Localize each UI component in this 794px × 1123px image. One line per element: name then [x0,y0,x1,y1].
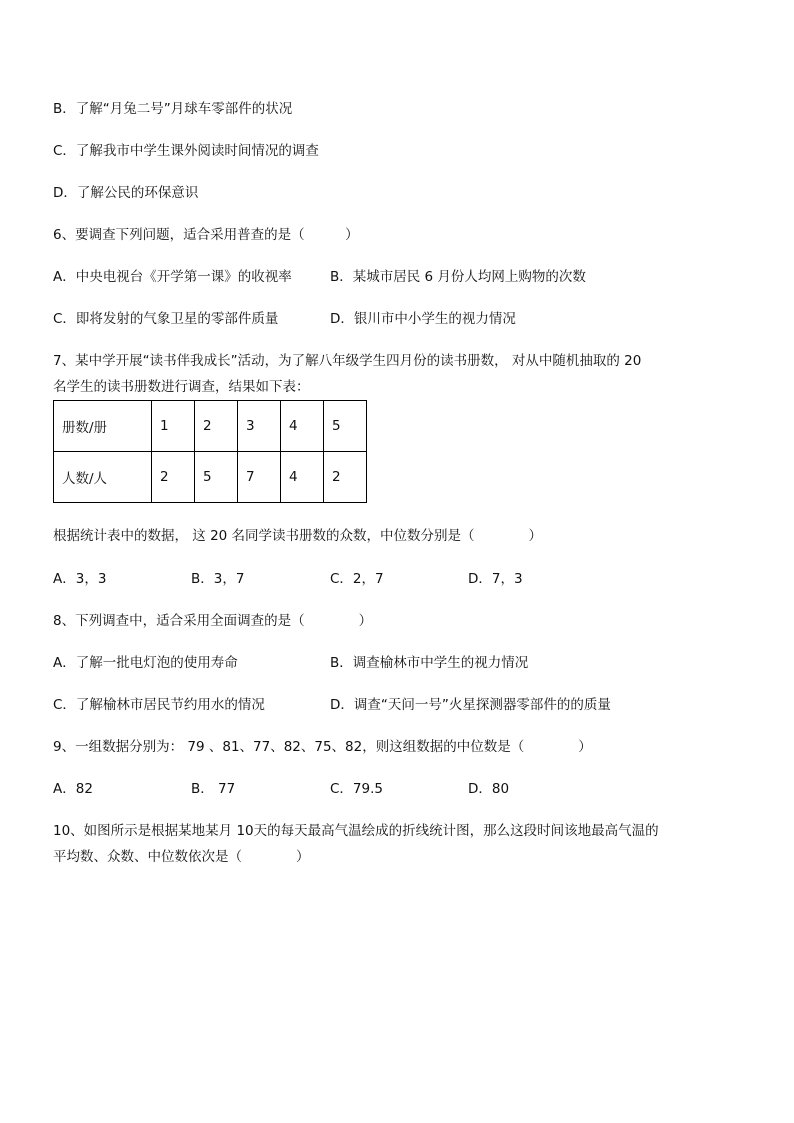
table-cell: 2 [324,452,367,503]
q6-option-b: B．某城市居民 6 月份人均网上购物的次数 [330,269,586,285]
table-row-header: 人数/人 [54,452,152,503]
q7-data-table [53,400,367,503]
table-cell: 3 [238,401,281,452]
q6-option-d: D．银川市中小学生的视力情况 [330,311,516,327]
q9-option-b: B． 77 [191,781,236,797]
q10-stem-line2: 平均数、众数、中位数依次是（ ） [53,849,310,865]
q8-option-d: D．调查“天问一号”火星探测器零部件的的质量 [330,697,611,713]
q7-question: 根据统计表中的数据， 这 20 名同学读书册数的众数，中位数分别是（ ） [53,528,543,544]
q7-stem-line2: 名学生的读书册数进行调查，结果如下表： [53,379,310,395]
table-cell: 4 [281,452,324,503]
table-row [54,401,367,452]
q7-option-b: B．3，7 [191,571,245,587]
q9-stem: 9、一组数据分别为： 79 、81、77、82、75、82，则这组数据的中位数是（ ） [53,739,592,755]
q8-option-c: C．了解榆林市居民节约用水的情况 [53,697,265,713]
table-cell: 4 [281,401,324,452]
q6-option-c: C．即将发射的气象卫星的零部件质量 [53,311,279,327]
table-cell: 2 [195,401,238,452]
q9-option-c: C．79.5 [330,781,383,797]
q10-stem-line1: 10、如图所示是根据某地某月 10天的每天最高气温绘成的折线统计图，那么这段时间该地最高气温的 [53,823,659,839]
q5-option-b: B．了解“月兔二号”月球车零部件的状况 [53,101,293,117]
q5-option-d: D．了解公民的环保意识 [53,185,199,201]
q6-option-a: A．中央电视台《开学第一课》的收视率 [53,269,292,285]
table-cell: 2 [152,452,195,503]
table-cell: 7 [238,452,281,503]
q8-option-b: B．调查榆林市中学生的视力情况 [330,655,529,671]
q8-stem: 8、下列调查中，适合采用全面调查的是（ ） [53,613,373,629]
q7-option-d: D．7，3 [468,571,523,587]
q7-stem-line1: 7、某中学开展“读书伴我成长”活动，为了解八年级学生四月份的读书册数， 对从中随机抽取的 20 [53,353,642,369]
q6-stem: 6、要调查下列问题，适合采用普查的是（ ） [53,227,359,243]
q7-option-a: A．3，3 [53,571,107,587]
table-cell: 5 [324,401,367,452]
q5-option-c: C．了解我市中学生课外阅读时间情况的调查 [53,143,319,159]
table-cell: 1 [152,401,195,452]
q9-option-d: D．80 [468,781,510,797]
q9-option-a: A．82 [53,781,93,797]
table-row [54,452,367,503]
table-row-header: 册数/册 [54,401,152,452]
table-cell: 5 [195,452,238,503]
q7-option-c: C．2，7 [330,571,384,587]
q8-option-a: A．了解一批电灯泡的使用寿命 [53,655,238,671]
